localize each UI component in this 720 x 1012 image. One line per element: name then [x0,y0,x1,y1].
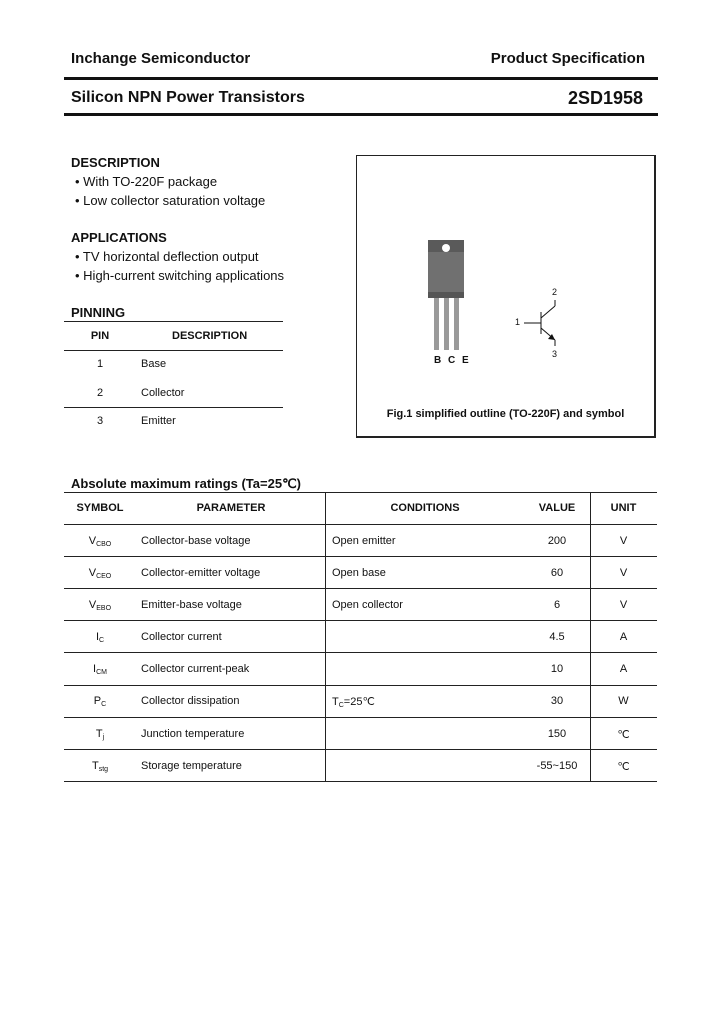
figure-box [356,155,656,438]
rating-symbol: $I_C$ [95,631,105,644]
pinning-pin: 1 [96,358,104,370]
rating-parameter: Emitter-base voltage [141,599,242,611]
rating-value: 10 [550,663,564,675]
rating-unit: ℃ [617,761,630,773]
description-item: • Low collector saturation voltage [75,193,266,208]
ratings-header-symbol: SYMBOL [76,502,124,514]
figure-caption: Fig.1 simplified outline (TO-220F) and symbol [386,408,625,420]
pinning-rule-header [64,350,283,351]
rating-parameter: Collector current [141,631,222,643]
rating-unit: A [619,663,628,675]
company-name: Inchange Semiconductor [71,50,251,67]
rating-parameter: Junction temperature [141,728,245,740]
rating-unit: V [619,535,628,547]
symbol-pin2-label: 2 [552,287,558,297]
rating-value: 6 [553,599,561,611]
lead-e [454,298,459,350]
rating-symbol: $T_j$ [95,728,105,741]
pinning-pin: 2 [96,387,104,399]
part-number: 2SD1958 [567,88,643,108]
rating-unit: V [619,599,628,611]
ratings-header-value: VALUE [538,502,576,514]
description-title: DESCRIPTION [71,155,160,170]
rating-symbol: $V_{EBO}$ [88,599,112,612]
ratings-row-rule [64,620,657,621]
ratings-row-rule [64,685,657,686]
pinning-desc: Collector [141,387,185,399]
ratings-row-rule [64,652,657,653]
rating-value: 30 [550,695,564,707]
rating-symbol: $I_{CM}$ [93,663,107,676]
ratings-row-rule [64,556,657,557]
ratings-row-rule [64,717,657,718]
rating-parameter: Collector current-peak [141,663,250,675]
symbol-pin1-label: 1 [515,317,521,327]
ratings-header-parameter: PARAMETER [196,502,266,514]
header-rule-bottom [64,113,658,116]
pinning-title: PINNING [71,305,126,320]
applications-item: • High-current switching applications [75,268,285,283]
rating-parameter: Collector dissipation [141,695,240,707]
ratings-rule-header [64,524,657,525]
rating-unit: A [619,631,628,643]
lead-labels: B C E [434,355,471,366]
ratings-title: Absolute maximum ratings (Ta=25℃) [71,476,301,491]
product-line: Silicon NPN Power Transistors [71,89,305,106]
rating-unit: W [618,695,629,707]
ratings-header-unit: UNIT [610,502,637,514]
rating-symbol: $V_{CEO}$ [88,567,112,580]
pinning-desc: Emitter [141,415,176,427]
ratings-row-rule [64,749,657,750]
pinning-desc: Base [141,358,167,370]
mounting-hole [442,244,450,252]
ratings-rule-bottom [64,781,657,782]
header-rule-top [64,77,658,80]
package-base [428,292,464,298]
pinning-rule-top [64,321,283,322]
rating-conditions: Open emitter [332,535,396,547]
pinning-rule-row [64,407,283,408]
pinning-pin: 3 [96,415,104,427]
applications-title: APPLICATIONS [71,230,167,245]
pinning-col-pin: PIN [90,330,110,342]
pinning-col-desc: DESCRIPTION [172,330,248,342]
rating-unit: V [619,567,628,579]
ratings-col-divider [325,492,326,782]
doc-type: Product Specification [490,50,645,67]
rating-value: 4.5 [549,631,565,643]
rating-value: -55~150 [536,760,578,772]
rating-symbol: $T_{stg}$ [91,760,109,773]
rating-parameter: Storage temperature [141,760,242,772]
lead-c [444,298,449,350]
rating-value: 200 [547,535,567,547]
rating-symbol: $P_C$ [93,695,107,708]
applications-item: • TV horizontal deflection output [75,249,259,264]
ratings-row-rule [64,588,657,589]
lead-b [434,298,439,350]
symbol-pin3-label: 3 [552,349,558,359]
rating-conditions: Open base [332,567,386,579]
description-item: • With TO-220F package [75,174,218,189]
rating-value: 150 [547,728,567,740]
ratings-rule-top [64,492,657,493]
rating-conditions: $T_C=25℃$ [332,696,375,709]
rating-value: 60 [550,567,564,579]
rating-parameter: Collector-emitter voltage [141,567,261,579]
ratings-header-conditions: CONDITIONS [390,502,460,514]
rating-parameter: Collector-base voltage [141,535,251,547]
to220f-package-illustration [357,156,654,436]
rating-unit: ℃ [617,729,630,741]
rating-conditions: Open collector [332,599,403,611]
rating-symbol: $V_{CBO}$ [88,535,112,548]
